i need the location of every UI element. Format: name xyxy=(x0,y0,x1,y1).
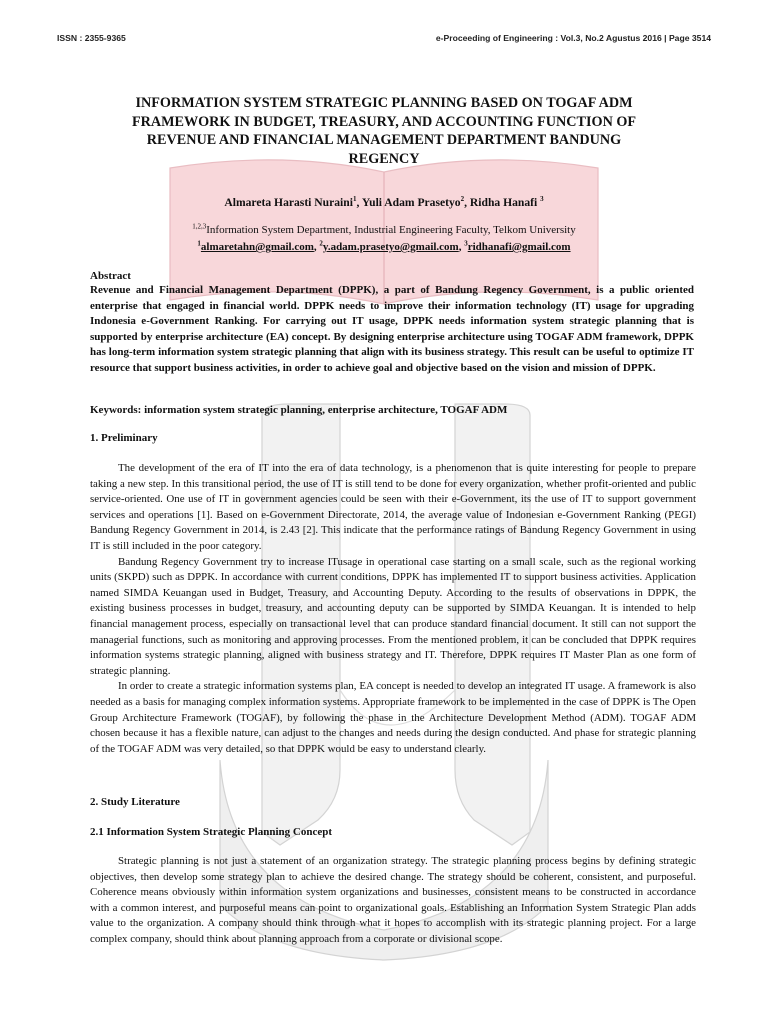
email-marker: 3 xyxy=(464,239,468,248)
email-link[interactable]: almaretahn@gmail.com xyxy=(200,241,314,253)
paragraph-text: In order to create a strategic information systems plan, EA concept is needed to develop an integrated IT usage. A framework is also needed as a basis for managing complex information systems. Appropriate framework to be implemented in the case of DPPK is The Open Group Architecture Framework (TOGAF), by following the phase in the Architecture Development Method (ADM). TOGAF ADM chosen because it has a flexible nature, can adjust to the changes and needs during the design conducted. And phase for strategic planning of the TOGAF ADM was very detailed, so that DPPK would be easy to understand clearly. xyxy=(90,680,696,755)
section-heading-study-literature: 2. Study Literature xyxy=(90,796,180,808)
email-link[interactable]: y.adam.prasetyo@gmail.com xyxy=(322,241,459,253)
running-header xyxy=(57,33,711,47)
author-name: Ridha Hanafi xyxy=(469,196,538,209)
paragraph xyxy=(90,461,696,757)
email-link[interactable]: ridhanafi@gmail.com xyxy=(467,241,571,253)
author-name: Almareta Harasti Nuraini xyxy=(224,196,353,209)
affiliation-text: Information System Department, Industrial Engineering Faculty, Telkom University xyxy=(206,224,576,236)
abstract-body: Revenue and Financial Management Department (DPPK), a part of Bandung Regency Government, is a public oriented enterprise that engaged in financial world. DPPK needs to improve their information technology (IT) usage for upgrading Indonesia e-Government Ranking. For carrying out IT usage, DPPK needs information system strategic planning that is supported by enterprise architecture (EA) concept. By designing enterprise architecture using TOGAF ADM framework, DPPK has long-term information system strategic planning that align with its business strategy. This result can be useful to optimize IT resource that support business activities, in order to achieve goal and objective based on the vision and mission of DPPK. xyxy=(90,284,694,374)
author-name: Yuli Adam Prasetyo xyxy=(361,196,461,209)
journal-reference: e-Proceeding of Engineering : Vol.3, No.2 Agustus 2016 | Page 3514 xyxy=(435,33,711,43)
author-affil-marker: 3 xyxy=(540,195,544,204)
subsection-heading: 2.1 Information System Strategic Planning Concept xyxy=(90,826,332,838)
paragraph-text: Bandung Regency Government try to increase ITusage in operational case starting on a small scale, such as the regional working units (SKPD) such as DPPK. In accordance with current conditions, DPPK has implemented IT to support business activities. Application named SIMDA Keuangan used in Budget, Treasury, and Accounting Deputy. According to the results of observations in DPPK, the existing business processes in budget, treasury, and accounting deputy can be supported by SIMDA Keuangan. It is intended to help financial management process, especially on transactional level that can produce standard financial document. It still can not support the managerial functions, such as monitoring and approving processes. From the mentioned problem, it can be concluded that DPPK requires information systems strategic planning, aligned with business strategy and IT. Therefore, DPPK requires IT Master Plan as one form of strategic planning. xyxy=(90,555,696,677)
email-marker: 1 xyxy=(197,239,201,248)
issn-label: ISSN : 2355-9365 xyxy=(57,33,126,43)
email-marker: 2 xyxy=(319,239,323,248)
paper-title: INFORMATION SYSTEM STRATEGIC PLANNING BASED ON TOGAF ADM FRAMEWORK IN BUDGET, TREASURY, AND ACCOUNTING FUNCTION OF REVENUE AND FINANCIAL MANAGEMENT DEPARTMENT BANDUNG REGENCY xyxy=(131,95,637,167)
author-list: Almareta Harasti Nuraini$^1$, Yuli Adam Prasetyo$^2$, Ridha Hanafi $^3$ xyxy=(224,195,544,209)
affiliation xyxy=(130,224,638,236)
paragraph-text: Strategic planning is not just a statement of an organization strategy. The strategic planning process begins by defining strategic objectives, then develop some strategy plan to achieve the desired change. The strategy should be coherent, consistent, and purposeful. Coherence means obviously within information system organizations and businesses, consistent means to be constructed in accordance with a common interest, and purposeful means can point to organizational goals. Establishing an Information System Strategic Plan adds value to the organization. A company should think through what it hopes to accomplish with its strategic planning project. For a large complex company, should think about planning approach from a corporate or divisional scope. xyxy=(90,855,696,945)
author-affil-marker: 2 xyxy=(460,195,465,204)
section-heading-preliminary: 1. Preliminary xyxy=(90,432,158,444)
author-affil-marker: 1 xyxy=(352,195,357,204)
paragraph xyxy=(90,854,696,948)
paragraph-text: The development of the era of IT into the era of data technology, is a phenomenon that is quite interesting for people to prepare taking a new step. In this transitional period, the use of IT is still tend to be done for every organization, whether profit-oriented and public service-oriented. One use of IT in government agencies could be seen with their e-Government, its the use of IT to support government services and operations [1]. Based on e-Government Directorate, 2014, the average value of Indonesian e-Government Ranking (PEGI) Bandung Regency Government in 2014, is 2.43 [2]. This indicate that the performance ratings of Bandung Regency Government in using IT is still included in the poor category. xyxy=(90,462,696,552)
abstract-heading: Abstract xyxy=(90,270,131,282)
email-list: $^1$almaretahn@gmail.com, $^2$y.adam.prasetyo@gmail.com, $^3$ridhanafi@gmail.com xyxy=(197,239,571,253)
affiliation-marker: 1,2,3 xyxy=(192,222,207,231)
keywords: Keywords: information system strategic planning, enterprise architecture, TOGAF ADM xyxy=(90,404,508,416)
